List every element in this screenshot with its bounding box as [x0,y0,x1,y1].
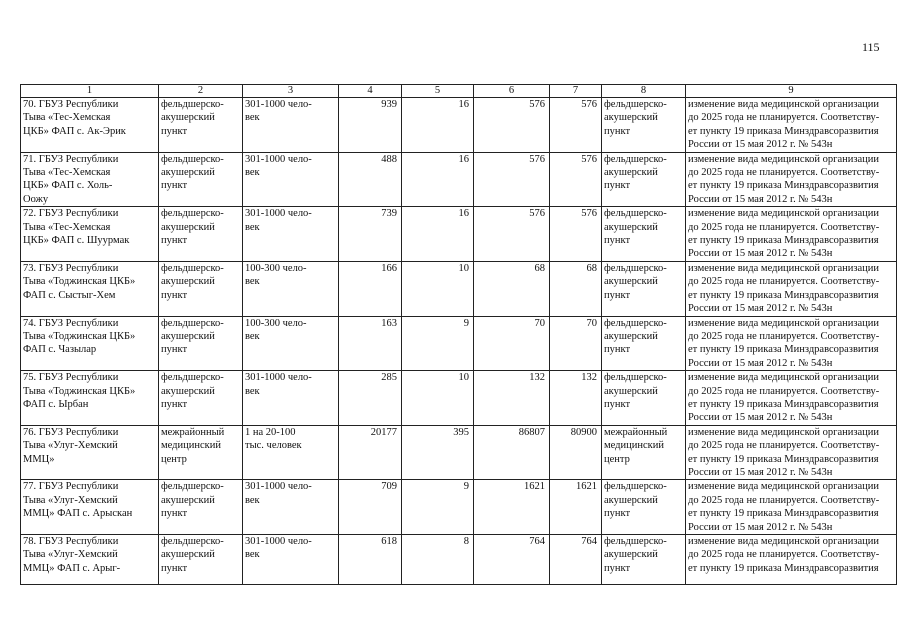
staff-cell: 9 [402,316,474,371]
facility-type-cell: фельдшерско- акушерский пункт [159,316,243,371]
population-norm-cell: 301-1000 чело- век [243,207,339,262]
population-norm-cell: 100-300 чело- век [243,261,339,316]
staff-cell: 8 [402,535,474,585]
facility-type-cell: фельдшерско- акушерский пункт [159,261,243,316]
population-cell: 20177 [339,425,402,480]
population-norm-cell: 301-1000 чело- век [243,535,339,585]
target-type-cell: фельдшерско- акушерский пункт [602,480,686,535]
comment-cell: изменение вида медицинской организации до 2025 года не планируется. Соответству- ет пункту 19 приказа Минздравсоразвития России от 15 мая 2012 г. № 543н [686,261,897,316]
target-type-cell: фельдшерско- акушерский пункт [602,261,686,316]
table-row [21,535,897,585]
column-header: 8 [602,85,686,98]
comment-cell: изменение вида медицинской организации до 2025 года не планируется. Соответству- ет пункту 19 приказа Минздравсоразвития России от 15 мая 2012 г. № 543н [686,425,897,480]
value-cell: 576 [474,207,550,262]
value-cell: 80900 [550,425,602,480]
value-cell: 576 [474,152,550,207]
staff-cell: 10 [402,261,474,316]
value-cell: 70 [474,316,550,371]
target-type-cell: фельдшерско- акушерский пункт [602,371,686,426]
population-norm-cell: 301-1000 чело- век [243,480,339,535]
value-cell: 68 [474,261,550,316]
staff-cell: 16 [402,98,474,153]
facility-name-cell: 74. ГБУЗ Республики Тыва «Тоджинская ЦКБ» ФАП с. Чазылар [21,316,159,371]
population-cell: 285 [339,371,402,426]
value-cell: 1621 [474,480,550,535]
table-row [21,98,897,153]
facility-type-cell: фельдшерско- акушерский пункт [159,152,243,207]
table-row [21,152,897,207]
table-row [21,371,897,426]
comment-cell: изменение вида медицинской организации до 2025 года не планируется. Соответству- ет пункту 19 приказа Минздравсоразвития России от 15 мая 2012 г. № 543н [686,316,897,371]
population-cell: 488 [339,152,402,207]
facility-type-cell: фельдшерско- акушерский пункт [159,480,243,535]
comment-cell: изменение вида медицинской организации до 2025 года не планируется. Соответству- ет пункту 19 приказа Минздравсоразвития России от 15 мая 2012 г. № 543н [686,371,897,426]
facility-name-cell: 70. ГБУЗ Республики Тыва «Тес-Хемская ЦКБ» ФАП с. Ак-Эрик [21,98,159,153]
target-type-cell: межрайонный медицинский центр [602,425,686,480]
value-cell: 764 [550,535,602,585]
population-norm-cell: 301-1000 чело- век [243,98,339,153]
target-type-cell: фельдшерско- акушерский пункт [602,316,686,371]
table-row [21,207,897,262]
column-header: 9 [686,85,897,98]
population-norm-cell: 1 на 20-100 тыс. человек [243,425,339,480]
value-cell: 576 [550,152,602,207]
value-cell: 132 [550,371,602,426]
population-cell: 739 [339,207,402,262]
column-header: 3 [243,85,339,98]
facility-name-cell: 75. ГБУЗ Республики Тыва «Тоджинская ЦКБ» ФАП с. Ырбан [21,371,159,426]
population-cell: 166 [339,261,402,316]
page-number: 115 [862,40,880,54]
value-cell: 576 [474,98,550,153]
staff-cell: 16 [402,152,474,207]
facility-name-cell: 76. ГБУЗ Республики Тыва «Улуг-Хемский ММЦ» [21,425,159,480]
target-type-cell: фельдшерско- акушерский пункт [602,152,686,207]
table-row [21,261,897,316]
facility-type-cell: фельдшерско- акушерский пункт [159,98,243,153]
comment-cell: изменение вида медицинской организации до 2025 года не планируется. Соответству- ет пункту 19 приказа Минздравсоразвития [686,535,897,585]
staff-cell: 395 [402,425,474,480]
staff-cell: 10 [402,371,474,426]
value-cell: 70 [550,316,602,371]
value-cell: 1621 [550,480,602,535]
comment-cell: изменение вида медицинской организации до 2025 года не планируется. Соответству- ет пункту 19 приказа Минздравсоразвития России от 15 мая 2012 г. № 543н [686,480,897,535]
target-type-cell: фельдшерско- акушерский пункт [602,535,686,585]
target-type-cell: фельдшерско- акушерский пункт [602,207,686,262]
table-row [21,480,897,535]
facility-name-cell: 72. ГБУЗ Республики Тыва «Тес-Хемская ЦКБ» ФАП с. Шуурмак [21,207,159,262]
facility-type-cell: фельдшерско- акушерский пункт [159,207,243,262]
column-header: 7 [550,85,602,98]
population-cell: 939 [339,98,402,153]
facility-name-cell: 77. ГБУЗ Республики Тыва «Улуг-Хемский ММЦ» ФАП с. Арыскан [21,480,159,535]
facility-type-cell: межрайонный медицинский центр [159,425,243,480]
value-cell: 576 [550,207,602,262]
population-norm-cell: 301-1000 чело- век [243,152,339,207]
comment-cell: изменение вида медицинской организации до 2025 года не планируется. Соответству- ет пункту 19 приказа Минздравсоразвития России от 15 мая 2012 г. № 543н [686,207,897,262]
value-cell: 68 [550,261,602,316]
column-header: 2 [159,85,243,98]
value-cell: 132 [474,371,550,426]
target-type-cell: фельдшерско- акушерский пункт [602,98,686,153]
comment-cell: изменение вида медицинской организации до 2025 года не планируется. Соответству- ет пункту 19 приказа Минздравсоразвития России от 15 мая 2012 г. № 543н [686,98,897,153]
facility-name-cell: 78. ГБУЗ Республики Тыва «Улуг-Хемский ММЦ» ФАП с. Арыг- [21,535,159,585]
population-cell: 163 [339,316,402,371]
facility-name-cell: 71. ГБУЗ Республики Тыва «Тес-Хемская ЦКБ» ФАП с. Холь- Оожу [21,152,159,207]
population-cell: 709 [339,480,402,535]
column-header: 1 [21,85,159,98]
population-norm-cell: 301-1000 чело- век [243,371,339,426]
value-cell: 86807 [474,425,550,480]
facilities-table [20,84,897,585]
table-row [21,316,897,371]
population-norm-cell: 100-300 чело- век [243,316,339,371]
staff-cell: 16 [402,207,474,262]
value-cell: 764 [474,535,550,585]
comment-cell: изменение вида медицинской организации до 2025 года не планируется. Соответству- ет пункту 19 приказа Минздравсоразвития России от 15 мая 2012 г. № 543н [686,152,897,207]
table-row [21,425,897,480]
facility-name-cell: 73. ГБУЗ Республики Тыва «Тоджинская ЦКБ» ФАП с. Сыстыг-Хем [21,261,159,316]
facility-type-cell: фельдшерско- акушерский пункт [159,371,243,426]
column-header: 4 [339,85,402,98]
column-header: 6 [474,85,550,98]
staff-cell: 9 [402,480,474,535]
population-cell: 618 [339,535,402,585]
table-header-row [21,85,897,98]
value-cell: 576 [550,98,602,153]
column-header: 5 [402,85,474,98]
facility-type-cell: фельдшерско- акушерский пункт [159,535,243,585]
